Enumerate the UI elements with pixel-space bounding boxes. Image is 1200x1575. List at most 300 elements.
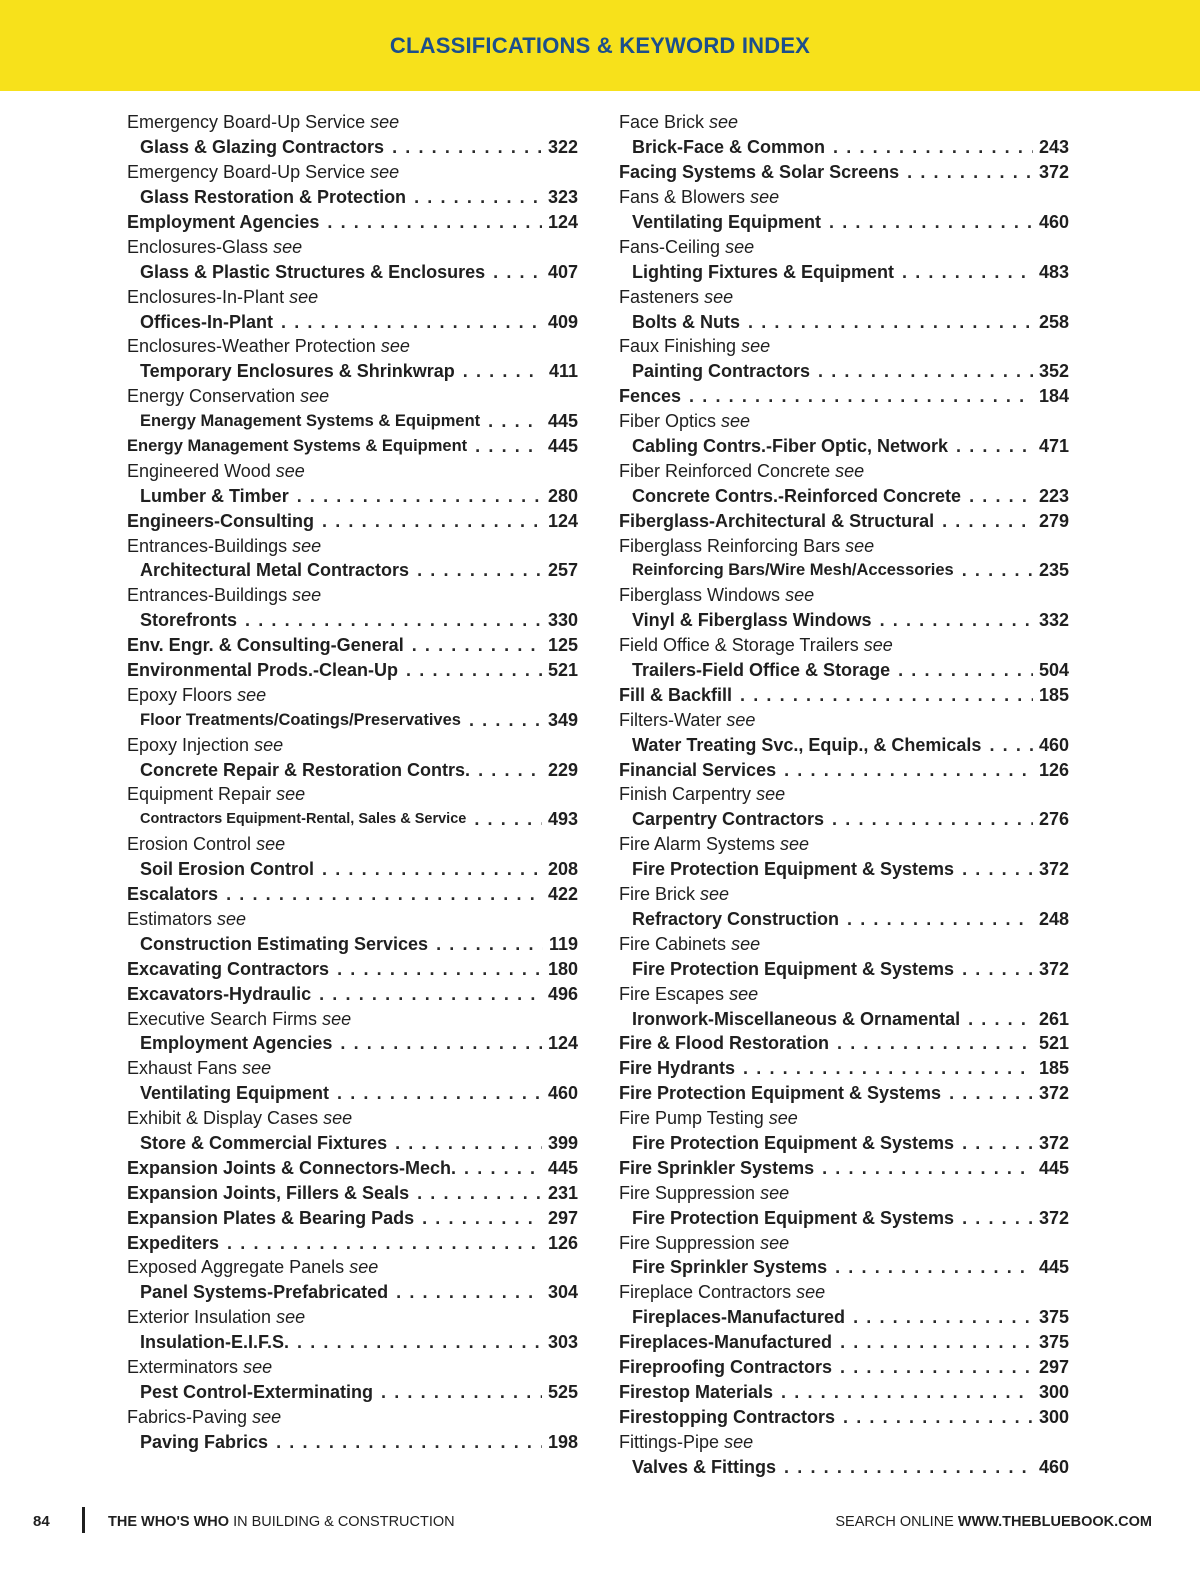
dot-leader bbox=[843, 1408, 1033, 1426]
see-term: Exhaust Fans bbox=[127, 1058, 238, 1079]
see-reference bbox=[127, 1355, 578, 1380]
classification-name: Construction Estimating Services bbox=[140, 933, 429, 954]
see-term: Faux Finishing bbox=[619, 336, 737, 357]
see-word: see bbox=[721, 411, 751, 432]
see-reference bbox=[619, 633, 1069, 658]
index-entry bbox=[127, 409, 578, 434]
page-ref: 372 bbox=[1038, 1207, 1069, 1228]
index-entry bbox=[619, 1006, 1069, 1031]
dot-leader bbox=[880, 611, 1033, 629]
dot-leader bbox=[488, 412, 542, 430]
index-entry bbox=[127, 1031, 578, 1056]
see-reference bbox=[619, 882, 1069, 907]
classification-name: Store & Commercial Fixtures bbox=[140, 1132, 388, 1153]
search-label: SEARCH ONLINE bbox=[835, 1514, 958, 1530]
see-word: see bbox=[276, 1307, 306, 1328]
classification-name: Reinforcing Bars/Wire Mesh/Accessories bbox=[632, 561, 954, 580]
classification-name: Fire Sprinkler Systems bbox=[632, 1257, 828, 1278]
see-term: Field Office & Storage Trailers bbox=[619, 635, 859, 656]
index-entry bbox=[127, 807, 578, 832]
see-term: Finish Carpentry bbox=[619, 784, 752, 805]
dot-leader bbox=[381, 1383, 542, 1401]
see-term: Fireplace Contractors bbox=[619, 1282, 792, 1303]
index-entry bbox=[619, 1056, 1069, 1081]
page-ref: 460 bbox=[547, 1083, 578, 1104]
classification-name: Storefronts bbox=[140, 610, 238, 631]
see-reference bbox=[619, 1429, 1069, 1454]
index-entry bbox=[619, 210, 1069, 235]
classification-name: Environmental Prods.-Clean-Up bbox=[127, 660, 399, 681]
see-word: see bbox=[273, 236, 303, 257]
dot-leader bbox=[956, 437, 1033, 455]
index-entry bbox=[619, 1205, 1069, 1230]
see-word: see bbox=[741, 336, 771, 357]
see-reference bbox=[619, 1230, 1069, 1255]
classification-name: Cabling Contrs.-Fiber Optic, Network bbox=[632, 436, 949, 457]
classification-name: Carpentry Contractors bbox=[632, 809, 825, 830]
see-reference bbox=[619, 1180, 1069, 1205]
classification-name: Pest Control-Exterminating bbox=[140, 1381, 374, 1402]
see-word: see bbox=[725, 236, 755, 257]
page-ref: 297 bbox=[1038, 1356, 1069, 1377]
classification-name: Firestopping Contractors bbox=[619, 1406, 836, 1427]
dot-leader bbox=[297, 1333, 542, 1351]
classification-name: Soil Erosion Control bbox=[140, 859, 314, 880]
page-ref: 261 bbox=[1038, 1008, 1069, 1029]
classification-name: Ventilating Equipment bbox=[632, 212, 822, 232]
see-reference bbox=[619, 931, 1069, 956]
index-entry bbox=[619, 384, 1069, 409]
page-ref: 124 bbox=[547, 212, 578, 232]
page-ref: 422 bbox=[547, 884, 578, 905]
index-entry bbox=[127, 185, 578, 210]
see-reference bbox=[619, 981, 1069, 1006]
index-entry bbox=[127, 135, 578, 160]
see-term: Fiber Reinforced Concrete bbox=[619, 460, 831, 481]
dot-leader bbox=[463, 362, 543, 380]
page-ref: 460 bbox=[1038, 1456, 1069, 1477]
page-ref: 185 bbox=[1038, 684, 1069, 705]
page-ref: 279 bbox=[1038, 510, 1069, 531]
index-entry bbox=[619, 309, 1069, 334]
search-online bbox=[835, 1514, 1152, 1530]
dot-leader bbox=[474, 810, 542, 828]
see-term: Enclosures-Weather Protection bbox=[127, 336, 376, 357]
classification-name: Fiberglass-Architectural & Structural bbox=[619, 510, 935, 531]
classification-name: Expansion Joints & Connectors-Mech. bbox=[127, 1157, 457, 1178]
see-term: Fiber Optics bbox=[619, 411, 717, 432]
see-reference bbox=[127, 284, 578, 309]
page-ref: 125 bbox=[547, 635, 578, 656]
classification-name: Fire Protection Equipment & Systems bbox=[619, 1083, 942, 1104]
page-ref: 332 bbox=[1038, 610, 1069, 631]
publication-name bbox=[108, 1514, 455, 1530]
index-entry bbox=[127, 608, 578, 633]
footer-divider bbox=[82, 1507, 85, 1533]
see-term: Exterior Insulation bbox=[127, 1307, 272, 1328]
classification-name: Expansion Plates & Bearing Pads bbox=[127, 1207, 415, 1228]
page-ref: 372 bbox=[1038, 162, 1069, 183]
index-entry bbox=[619, 608, 1069, 633]
see-word: see bbox=[731, 933, 761, 954]
see-term: Epoxy Floors bbox=[127, 684, 233, 705]
index-entry bbox=[619, 1131, 1069, 1156]
see-reference bbox=[619, 707, 1069, 732]
page-ref: 521 bbox=[1038, 1033, 1069, 1054]
see-term: Filters-Water bbox=[619, 709, 722, 730]
see-term: Emergency Board-Up Service bbox=[127, 112, 366, 133]
classification-name: Fire Hydrants bbox=[619, 1058, 736, 1079]
page-ref: 124 bbox=[547, 510, 578, 531]
page-ref: 399 bbox=[547, 1132, 578, 1153]
classification-name: Excavators-Hydraulic bbox=[127, 983, 312, 1004]
dot-leader bbox=[297, 487, 542, 505]
see-term: Estimators bbox=[127, 908, 213, 929]
classification-name: Fire & Flood Restoration bbox=[619, 1033, 830, 1054]
dot-leader bbox=[245, 611, 542, 629]
dot-leader bbox=[436, 935, 543, 953]
page-ref: 445 bbox=[547, 411, 578, 432]
classification-name: Fire Protection Equipment & Systems bbox=[632, 1207, 955, 1228]
page-ref: 407 bbox=[547, 261, 578, 282]
page-ref: 349 bbox=[547, 709, 578, 730]
see-reference bbox=[127, 1305, 578, 1330]
page-ref: 445 bbox=[1038, 1257, 1069, 1278]
see-word: see bbox=[254, 734, 284, 755]
page-ref: 257 bbox=[547, 560, 578, 581]
classification-name: Panel Systems-Prefabricated bbox=[140, 1282, 389, 1303]
see-reference bbox=[127, 384, 578, 409]
see-word: see bbox=[835, 460, 865, 481]
classification-name: Energy Management Systems & Equipment bbox=[127, 436, 468, 455]
see-reference bbox=[619, 782, 1069, 807]
classification-name: Fences bbox=[619, 386, 682, 407]
page-ref: 184 bbox=[1038, 386, 1069, 407]
see-word: see bbox=[243, 1356, 273, 1377]
page-ref: 409 bbox=[547, 311, 578, 332]
see-reference bbox=[619, 110, 1069, 135]
index-entry bbox=[619, 658, 1069, 683]
dot-leader bbox=[322, 860, 542, 878]
index-entry bbox=[127, 508, 578, 533]
classification-name: Bolts & Nuts bbox=[632, 311, 740, 332]
page-ref: 322 bbox=[547, 137, 578, 158]
page-ref: 243 bbox=[1038, 137, 1069, 158]
see-word: see bbox=[845, 535, 875, 556]
classification-name: Lumber & Timber bbox=[140, 485, 289, 506]
page-ref: 375 bbox=[1038, 1332, 1069, 1353]
see-term: Equipment Repair bbox=[127, 784, 272, 805]
see-reference bbox=[127, 234, 578, 259]
classification-name: Brick-Face & Common bbox=[632, 137, 826, 158]
page-ref: 303 bbox=[547, 1332, 578, 1353]
dot-leader bbox=[962, 561, 1033, 579]
see-term: Fasteners bbox=[619, 286, 700, 307]
page-ref: 352 bbox=[1038, 361, 1069, 382]
classification-name: Expansion Joints, Fillers & Seals bbox=[127, 1182, 410, 1203]
index-entry bbox=[127, 707, 578, 732]
classification-name: Employment Agencies bbox=[127, 212, 320, 232]
see-reference bbox=[619, 409, 1069, 434]
index-column-right bbox=[619, 110, 1069, 1479]
page-ref: 300 bbox=[1038, 1381, 1069, 1402]
page-ref: 483 bbox=[1038, 261, 1069, 282]
page-ref: 372 bbox=[1038, 1132, 1069, 1153]
dot-leader bbox=[853, 1308, 1033, 1326]
dot-leader bbox=[340, 1034, 542, 1052]
index-entry bbox=[619, 1031, 1069, 1056]
publication-name-rest: IN BUILDING & CONSTRUCTION bbox=[229, 1514, 455, 1530]
index-entry bbox=[619, 1305, 1069, 1330]
index-entry bbox=[619, 1379, 1069, 1404]
dot-leader bbox=[319, 985, 542, 1003]
classification-name: Refractory Construction bbox=[632, 908, 840, 929]
see-term: Fire Cabinets bbox=[619, 933, 727, 954]
page-ref: 297 bbox=[547, 1207, 578, 1228]
index-entry bbox=[619, 1404, 1069, 1429]
index-entry bbox=[127, 956, 578, 981]
see-reference bbox=[619, 1280, 1069, 1305]
page-ref: 185 bbox=[1038, 1058, 1069, 1079]
classification-name: Water Treating Svc., Equip., & Chemicals bbox=[632, 734, 982, 755]
classification-name: Financial Services bbox=[619, 759, 777, 780]
index-entry bbox=[127, 658, 578, 683]
see-word: see bbox=[323, 1108, 353, 1129]
see-word: see bbox=[724, 1431, 754, 1452]
index-entry bbox=[619, 135, 1069, 160]
index-entry bbox=[127, 1205, 578, 1230]
page-ref: 229 bbox=[547, 759, 578, 780]
page-ref: 280 bbox=[547, 485, 578, 506]
dot-leader bbox=[907, 163, 1033, 181]
see-word: see bbox=[796, 1282, 826, 1303]
see-term: Enclosures-Glass bbox=[127, 236, 269, 257]
page-title: CLASSIFICATIONS & KEYWORD INDEX bbox=[389, 33, 811, 58]
see-reference bbox=[619, 832, 1069, 857]
classification-name: Firestop Materials bbox=[619, 1381, 774, 1402]
dot-leader bbox=[898, 661, 1033, 679]
see-word: see bbox=[726, 709, 756, 730]
index-entry bbox=[619, 956, 1069, 981]
see-term: Entrances-Buildings bbox=[127, 535, 288, 556]
page-ref: 208 bbox=[547, 859, 578, 880]
website-link[interactable]: WWW.THEBLUEBOOK.COM bbox=[957, 1514, 1152, 1530]
classification-name: Vinyl & Fiberglass Windows bbox=[632, 610, 872, 631]
dot-leader bbox=[337, 960, 542, 978]
index-entry bbox=[127, 633, 578, 658]
see-word: see bbox=[275, 460, 305, 481]
page-ref: 198 bbox=[547, 1431, 578, 1452]
classification-name: Env. Engr. & Consulting-General bbox=[127, 635, 404, 656]
dot-leader bbox=[422, 1209, 542, 1227]
see-term: Fire Escapes bbox=[619, 983, 725, 1004]
see-reference bbox=[619, 583, 1069, 608]
see-term: Fire Brick bbox=[619, 884, 695, 905]
index-entry bbox=[127, 434, 578, 459]
index-entry bbox=[619, 483, 1069, 508]
classification-name: Fire Protection Equipment & Systems bbox=[632, 958, 955, 979]
dot-leader bbox=[837, 1034, 1033, 1052]
dot-leader bbox=[962, 860, 1033, 878]
see-term: Fire Pump Testing bbox=[619, 1108, 764, 1129]
see-word: see bbox=[750, 187, 780, 208]
index-entry bbox=[619, 1355, 1069, 1380]
dot-leader bbox=[226, 885, 542, 903]
index-entry bbox=[127, 210, 578, 235]
dot-leader bbox=[781, 1383, 1033, 1401]
see-term: Engineered Wood bbox=[127, 460, 271, 481]
see-word: see bbox=[256, 834, 286, 855]
index-entry bbox=[127, 259, 578, 284]
see-term: Energy Conservation bbox=[127, 386, 296, 407]
see-term: Face Brick bbox=[619, 112, 705, 133]
see-term: Emergency Board-Up Service bbox=[127, 162, 366, 183]
page-ref: 258 bbox=[1038, 311, 1069, 332]
classification-name: Fireplaces-Manufactured bbox=[619, 1332, 833, 1353]
see-word: see bbox=[863, 635, 893, 656]
page-number: 84 bbox=[33, 1513, 50, 1530]
index-entry bbox=[619, 508, 1069, 533]
classification-name: Floor Treatments/Coatings/Preservatives bbox=[140, 710, 461, 729]
index-entry bbox=[127, 1379, 578, 1404]
classification-name: Contractors Equipment-Rental, Sales & Service bbox=[140, 811, 467, 828]
page-ref: 445 bbox=[547, 436, 578, 457]
dot-leader bbox=[396, 1283, 542, 1301]
see-term: Fiberglass Reinforcing Bars bbox=[619, 535, 841, 556]
see-word: see bbox=[349, 1257, 379, 1278]
page-ref: 304 bbox=[547, 1282, 578, 1303]
page-ref: 248 bbox=[1038, 908, 1069, 929]
index-entry bbox=[127, 1155, 578, 1180]
see-term: Fabrics-Paving bbox=[127, 1406, 248, 1427]
classification-name: Concrete Repair & Restoration Contrs. bbox=[140, 759, 471, 780]
see-word: see bbox=[760, 1232, 790, 1253]
dot-leader bbox=[962, 1134, 1033, 1152]
classification-name: Fire Sprinkler Systems bbox=[619, 1157, 815, 1178]
dot-leader bbox=[962, 1209, 1033, 1227]
classification-name: Energy Management Systems & Equipment bbox=[140, 411, 481, 430]
classification-name: Ventilating Equipment bbox=[140, 1083, 330, 1104]
dot-leader bbox=[743, 1059, 1033, 1077]
see-reference bbox=[619, 533, 1069, 558]
classification-name: Lighting Fixtures & Equipment bbox=[632, 261, 894, 282]
index-entry bbox=[619, 757, 1069, 782]
see-term: Executive Search Firms bbox=[127, 1008, 318, 1029]
dot-leader bbox=[475, 437, 542, 455]
page-ref: 504 bbox=[1038, 660, 1069, 681]
dot-leader bbox=[833, 138, 1033, 156]
classification-name: Glass & Glazing Contractors bbox=[140, 137, 385, 158]
dot-leader bbox=[784, 761, 1033, 779]
dot-leader bbox=[322, 512, 542, 530]
page-ref: 525 bbox=[547, 1381, 578, 1402]
see-word: see bbox=[768, 1108, 798, 1129]
see-reference bbox=[619, 1106, 1069, 1131]
dot-leader bbox=[406, 661, 542, 679]
see-reference bbox=[127, 1404, 578, 1429]
classification-name: Employment Agencies bbox=[140, 1033, 333, 1054]
index-entry bbox=[127, 1230, 578, 1255]
see-term: Fire Alarm Systems bbox=[619, 834, 776, 855]
index-entry bbox=[127, 1429, 578, 1454]
see-word: see bbox=[709, 112, 739, 133]
index-entry bbox=[127, 757, 578, 782]
index-entry bbox=[619, 359, 1069, 384]
page-ref: 411 bbox=[548, 361, 578, 382]
see-word: see bbox=[380, 336, 410, 357]
see-term: Fire Suppression bbox=[619, 1232, 756, 1253]
page-ref: 276 bbox=[1038, 809, 1069, 830]
classification-name: Engineers-Consulting bbox=[127, 510, 315, 531]
index-entry bbox=[127, 981, 578, 1006]
dot-leader bbox=[818, 362, 1033, 380]
page-ref: 180 bbox=[547, 958, 578, 979]
page-ref: 496 bbox=[547, 983, 578, 1004]
dot-leader bbox=[478, 761, 542, 779]
index-entry bbox=[619, 857, 1069, 882]
see-term: Fire Suppression bbox=[619, 1182, 756, 1203]
index-entry bbox=[127, 1180, 578, 1205]
dot-leader bbox=[392, 138, 542, 156]
page-ref: 445 bbox=[1038, 1157, 1069, 1178]
see-term: Exterminators bbox=[127, 1356, 239, 1377]
see-reference bbox=[127, 1006, 578, 1031]
dot-leader bbox=[740, 686, 1033, 704]
see-reference bbox=[127, 1106, 578, 1131]
index-entry bbox=[127, 309, 578, 334]
dot-leader bbox=[395, 1134, 542, 1152]
see-word: see bbox=[780, 834, 810, 855]
see-word: see bbox=[370, 112, 400, 133]
dot-leader bbox=[689, 387, 1033, 405]
see-term: Fans & Blowers bbox=[619, 187, 746, 208]
index-entry bbox=[127, 1131, 578, 1156]
dot-leader bbox=[748, 313, 1033, 331]
classification-name: Paving Fabrics bbox=[140, 1431, 269, 1452]
classification-name: Insulation-E.I.F.S. bbox=[140, 1332, 290, 1353]
see-reference bbox=[127, 110, 578, 135]
dot-leader bbox=[227, 1234, 542, 1252]
index-entry bbox=[619, 1255, 1069, 1280]
dot-leader bbox=[942, 512, 1033, 530]
index-entry bbox=[619, 558, 1069, 583]
see-reference bbox=[127, 458, 578, 483]
index-entry bbox=[127, 558, 578, 583]
see-word: see bbox=[292, 585, 322, 606]
page-ref: 493 bbox=[547, 809, 578, 830]
index-entry bbox=[619, 807, 1069, 832]
dot-leader bbox=[281, 313, 542, 331]
see-word: see bbox=[704, 286, 734, 307]
index-entry bbox=[127, 857, 578, 882]
see-word: see bbox=[729, 983, 759, 1004]
page-ref: 124 bbox=[547, 1033, 578, 1054]
see-reference bbox=[127, 782, 578, 807]
dot-leader bbox=[969, 487, 1033, 505]
index-entry bbox=[619, 1081, 1069, 1106]
page-ref: 323 bbox=[547, 187, 578, 208]
classification-name: Fill & Backfill bbox=[619, 684, 733, 705]
index-entry bbox=[127, 483, 578, 508]
classification-name: Architectural Metal Contractors bbox=[140, 560, 410, 581]
page-ref: 375 bbox=[1038, 1307, 1069, 1328]
classification-name: Fire Protection Equipment & Systems bbox=[632, 1132, 955, 1153]
see-reference bbox=[619, 234, 1069, 259]
classification-name: Glass & Plastic Structures & Enclosures bbox=[140, 261, 486, 282]
page-ref: 126 bbox=[1038, 759, 1069, 780]
see-word: see bbox=[242, 1058, 272, 1079]
dot-leader bbox=[414, 188, 542, 206]
